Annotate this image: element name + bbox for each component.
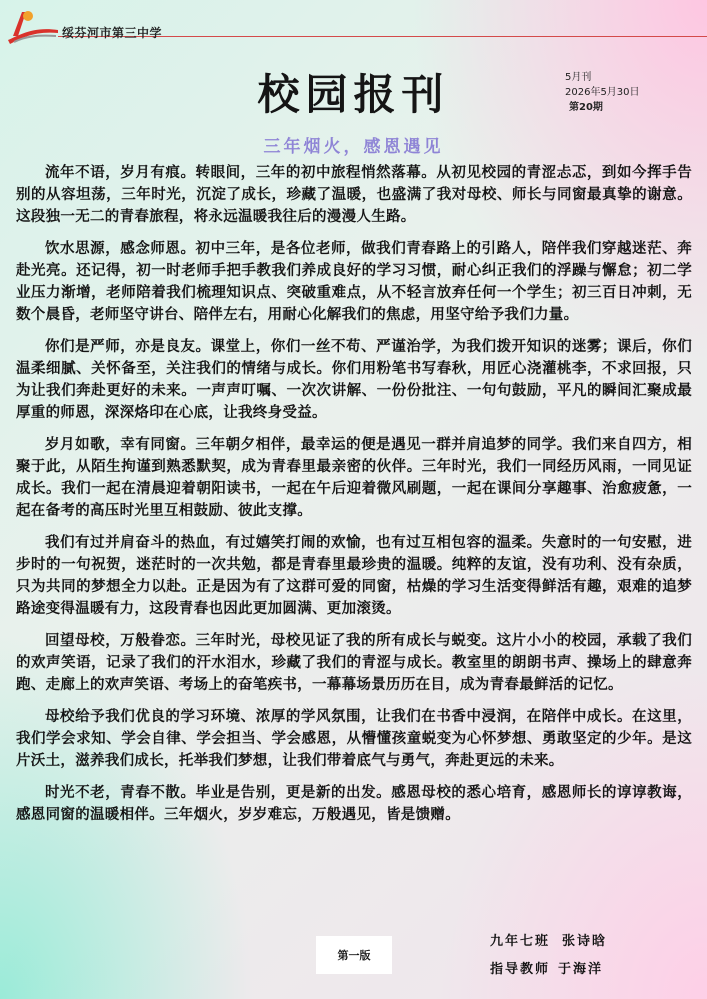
author-name: 张诗晗: [562, 934, 608, 949]
school-logo-icon: [4, 6, 62, 46]
class-name: 九年七班: [490, 934, 551, 949]
article-paragraph: 母校给予我们优良的学习环境、浓厚的学风氛围，让我们在书香中浸润，在陪伴中成长。在这里，我们学会求知、学会自律、学会担当、学会感恩，从懵懂孩童蜕变为心怀梦想、勇敢坚定的少年。是这片沃土，滋养我们成长，托举我们梦想，让我们带着底气与勇气，奔赴更远的未来。: [16, 708, 692, 769]
author-line: [490, 928, 607, 956]
article-paragraph: 流年不语，岁月有痕。转眼间，三年的初中旅程悄然落幕。从初见校园的青涩忐忑，到如今挥手告别的从容坦荡，三年时光，沉淀了成长，珍藏了温暖，也盛满了我对母校、师长与同窗最真挚的谢意。这段独一无二的青春旅程，将永远温暖我往后的漫漫人生路。: [16, 164, 692, 225]
issue-info: [565, 70, 640, 115]
issue-date: 2026年5月30日: [565, 87, 640, 98]
teacher-name: 于海洋: [558, 962, 604, 977]
article-paragraph: 你们是严师，亦是良友。课堂上，你们一丝不苟、严谨治学，为我们拨开知识的迷雾；课后，你们温柔细腻、关怀备至，关注我们的情绪与成长。你们用粉笔书写春秋，用匠心浇灌桃李，不求回报，只为让我们奔赴更好的未来。一声声叮嘱、一次次讲解、一份份批注、一句句鼓励，平凡的瞬间汇聚成最厚重的师恩，深深烙印在心底，让我终身受益。: [16, 338, 692, 421]
teacher-line: [490, 956, 607, 984]
school-name: 绥芬河市第三中学: [62, 26, 163, 40]
teacher-title: 指导教师: [490, 962, 551, 977]
newspaper-title: 校园报刊: [257, 70, 450, 119]
article-body: [16, 162, 692, 836]
article-paragraph: 时光不老，青春不散。毕业是告别，更是新的出发。感恩母校的悉心培育，感恩师长的谆谆教诲，感恩同窗的温暖相伴。三年烟火，岁岁难忘，万般遇见，皆是馈赠。: [16, 784, 692, 823]
issue-number: 第20期: [569, 102, 603, 113]
article-paragraph: 回望母校，万般眷恋。三年时光，母校见证了我的所有成长与蜕变。这片小小的校园，承载了我们的欢声笑语，记录了我们的汗水泪水，珍藏了我们的青涩与成长。教室里的朗朗书声、操场上的肆意奔跑、走廊上的欢声笑语、考场上的奋笔疾书，一幕幕场景历历在目，成为青春最鲜活的记忆。: [16, 632, 692, 693]
article-paragraph: 岁月如歌，幸有同窗。三年朝夕相伴，最幸运的便是遇见一群并肩追梦的同学。我们来自四方，相聚于此，从陌生拘谨到熟悉默契，成为青春里最亲密的伙伴。三年时光，我们一同经历风雨，一同见证成长。我们一起在清晨迎着朝阳读书，一起在午后迎着微风刷题，一起在课间分享趣事、治愈疲惫，一起在备考的高压时光里互相鼓励、彼此支撑。: [16, 436, 692, 519]
article-paragraph: 饮水思源，感念师恩。初中三年，是各位老师，做我们青春路上的引路人，陪伴我们穿越迷茫、奔赴光亮。还记得，初一时老师手把手教我们养成良好的学习习惯，耐心纠正我们的浮躁与懈怠；初二学业压力渐增，老师陪着我们梳理知识点、突破重难点，从不轻言放弃任何一个学生；初三百日冲刺，无数个晨昏，老师坚守讲台、陪伴左右，用耐心化解我们的焦虑，用坚守给予我们力量。: [16, 240, 692, 323]
issue-month: 5月刊: [565, 72, 592, 83]
page-label: 第一版: [316, 936, 392, 974]
article-paragraph: 我们有过并肩奋斗的热血，有过嬉笑打闹的欢愉，也有过互相包容的温柔。失意时的一句安慰，进步时的一句祝贺，迷茫时的一次共勉，都是青春里最珍贵的温暖。纯粹的友谊，没有功利、没有杂质，只为共同的梦想全力以赴。正是因为有了这群可爱的同窗，枯燥的学习生活变得鲜活有趣，艰难的追梦路途变得温暖有力，这段青春也因此更加圆满、更加滚烫。: [16, 534, 692, 617]
signature-block: [490, 928, 607, 984]
article-subtitle: 三年烟火，感恩遇见: [263, 137, 444, 157]
